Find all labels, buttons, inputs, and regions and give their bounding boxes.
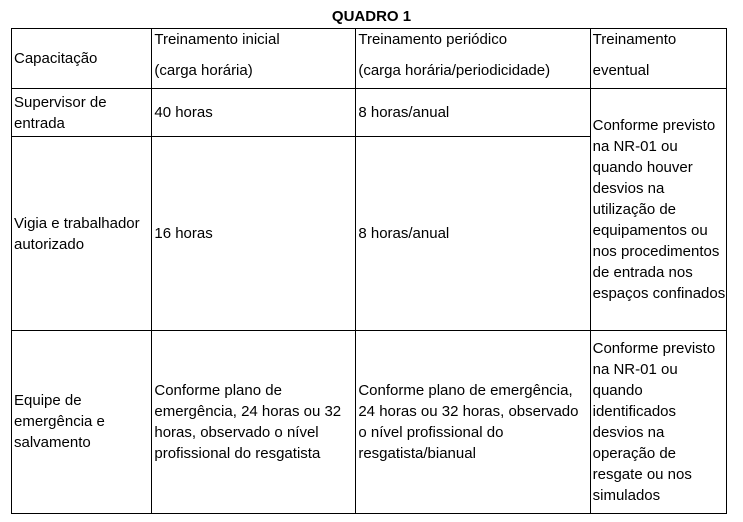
header-capacitacao-label: Capacitação (14, 49, 98, 67)
table-title: QUADRO 1 (331, 8, 412, 25)
header-inicial-sublabel: (carga horária) (154, 62, 253, 79)
header-eventual-label: Treinamento (592, 31, 677, 48)
table-row (12, 88, 727, 137)
header-treinamento-inicial (152, 29, 356, 89)
cell-inicial: 16 horas (152, 137, 356, 330)
cell-capacitacao: Equipe de emergência e salvamento (12, 330, 152, 513)
cell-capacitacao: Vigia e trabalhador autorizado (12, 137, 152, 330)
header-treinamento-eventual (590, 29, 726, 89)
training-table (11, 28, 727, 514)
cell-inicial: Conforme plano de emergência, 24 horas ou 32 horas, observado o nível profissional do resgatista (152, 330, 356, 513)
header-eventual-sublabel: eventual (592, 62, 650, 79)
cell-periodico: 8 horas/anual (356, 88, 590, 137)
cell-periodico: Conforme plano de emergência, 24 horas ou 32 horas, observado o nível profissional do resgatista/bianual (356, 330, 590, 513)
header-treinamento-periodico (356, 29, 590, 89)
table-header-row (12, 29, 727, 89)
table-row (12, 330, 727, 513)
header-periodico-sublabel: (carga horária/periodicidade) (358, 62, 551, 79)
cell-inicial: 40 horas (152, 88, 356, 137)
header-periodico-label: Treinamento periódico (358, 31, 508, 48)
cell-periodico: 8 horas/anual (356, 137, 590, 330)
header-inicial-label: Treinamento inicial (154, 31, 280, 48)
cell-eventual: Conforme previsto na NR-01 ou quando houver desvios na utilização de equipamentos ou nos procedimentos de entrada nos espaços confinados (590, 88, 726, 330)
cell-eventual: Conforme previsto na NR-01 ou quando identificados desvios na operação de resgate ou nos simulados (590, 330, 726, 513)
header-capacitacao (12, 29, 152, 89)
cell-capacitacao: Supervisor de entrada (12, 88, 152, 137)
